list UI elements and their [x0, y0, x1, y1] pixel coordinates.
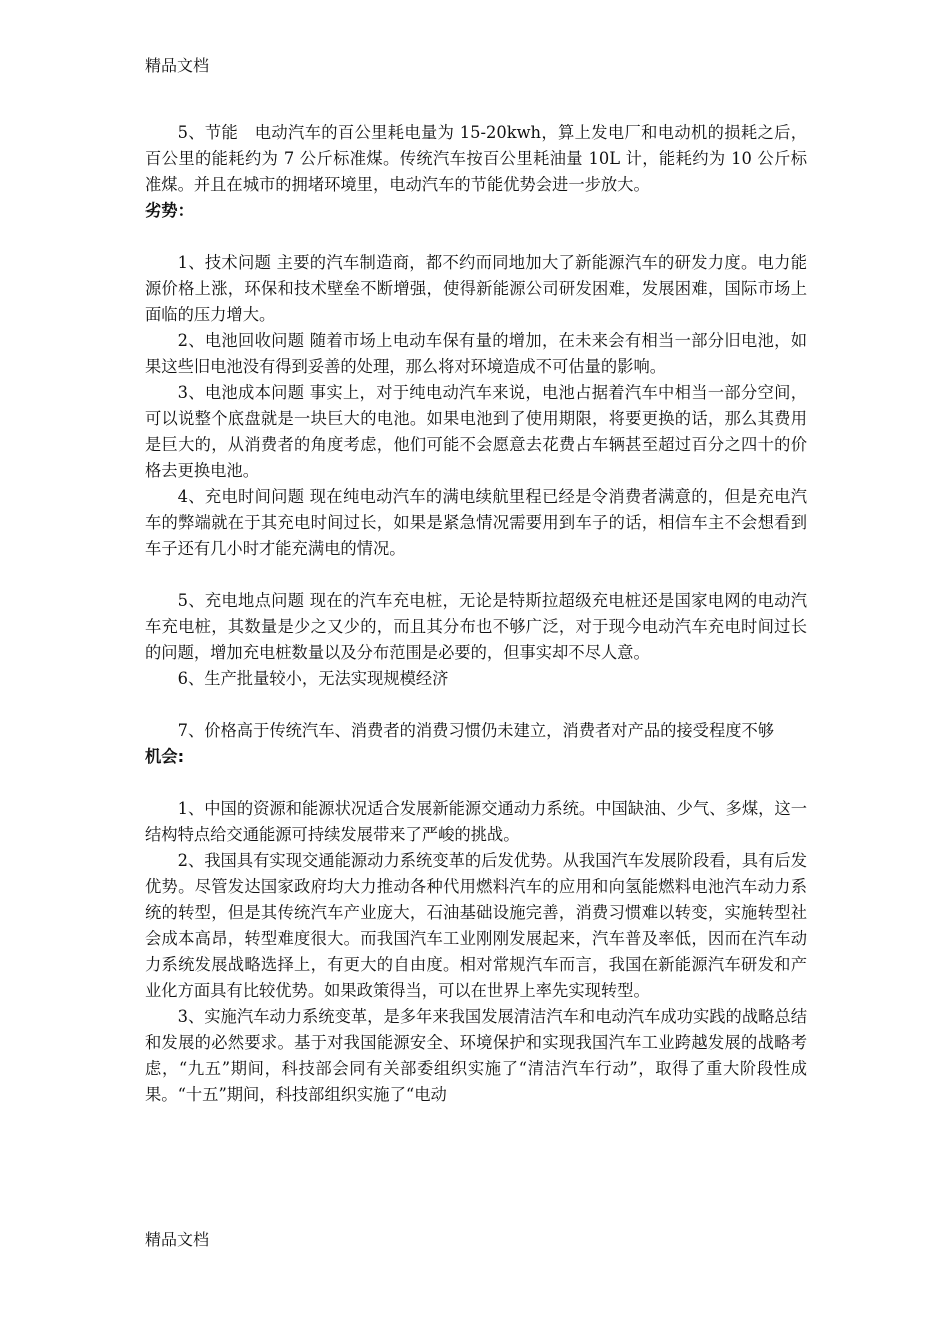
paragraph-weakness-5: 5、充电地点问题 现在的汽车充电桩，无论是特斯拉超级充电桩还是国家电网的电动汽车充电桩，其数量是少之又少的，而且其分布也不够广泛，对于现今电动汽车充电时间过长的问题，增加充电桩数量以及分布范围是必要的，但事实却不尽人意。 [145, 591, 807, 662]
paragraph-weakness-6: 6、生产批量较小，无法实现规模经济 [177, 669, 449, 688]
spacer [145, 562, 807, 588]
paragraph-opportunity-2: 2、我国具有实现交通能源动力系统变革的后发优势。从我国汽车发展阶段看，具有后发优势。尽管发达国家政府均大力推动各种代用燃料汽车的应用和向氢能燃料电池汽车动力系统的转型，但是其传统汽车产业庞大，石油基础设施完善，消费习惯难以转变，实施转型社会成本高昂，转型难度很大。而我国汽车工业刚刚发展起来，汽车普及率低，因而在汽车动力系统发展战略选择上，有更大的自由度。相对常规汽车而言，我国在新能源汽车研发和产业化方面具有比较优势。如果政策得当，可以在世界上率先实现转型。 [145, 851, 807, 1000]
paragraph-energy-saving: 5、节能 电动汽车的百公里耗电量为 15-20kwh，算上发电厂和电动机的损耗之后，百公里的能耗约为 7 公斤标准煤。传统汽车按百公里耗油量 10L 计，能耗约为 10 公斤标准煤。并且在城市的拥堵环境里，电动汽车的节能优势会进一步放大。 [145, 123, 807, 194]
paragraph-opportunity-3: 3、实施汽车动力系统变革，是多年来我国发展清洁汽车和电动汽车成功实践的战略总结和发展的必然要求。基于对我国能源安全、环境保护和实现我国汽车工业跨越发展的战略考虑，“九五”期间，科技部会同有关部委组织实施了“清洁汽车行动”，取得了重大阶段性成果。“十五”期间，科技部组织实施了“电动 [145, 1007, 807, 1104]
paragraph-opportunity-1: 1、中国的资源和能源状况适合发展新能源交通动力系统。中国缺油、少气、多煤，这一结构特点给交通能源可持续发展带来了严峻的挑战。 [145, 799, 807, 844]
paragraph-weakness-2: 2、电池回收问题 随着市场上电动车保有量的增加，在未来会有相当一部分旧电池，如果这些旧电池没有得到妥善的处理，那么将对环境造成不可估量的影响。 [145, 331, 807, 376]
heading-weakness: 劣势： [145, 201, 194, 220]
spacer [145, 770, 807, 796]
paragraph-weakness-1: 1、技术问题 主要的汽车制造商，都不约而同地加大了新能源汽车的研发力度。电力能源价格上涨，环保和技术壁垒不断增强，使得新能源公司研发困难，发展困难，国际市场上面临的压力增大。 [145, 253, 807, 324]
page-footer: 精品文档 [145, 1230, 210, 1249]
spacer [145, 692, 807, 718]
page-header: 精品文档 [145, 56, 210, 75]
spacer [145, 224, 807, 250]
heading-opportunity: 机会: [145, 747, 185, 766]
paragraph-weakness-4: 4、充电时间问题 现在纯电动汽车的满电续航里程已经是令消费者满意的，但是充电汽车的弊端就在于其充电时间过长，如果是紧急情况需要用到车子的话，相信车主不会想看到车子还有几小时才能充满电的情况。 [145, 487, 807, 558]
paragraph-weakness-3: 3、电池成本问题 事实上，对于纯电动汽车来说，电池占据着汽车中相当一部分空间，可以说整个底盘就是一块巨大的电池。如果电池到了使用期限，将要更换的话，那么其费用是巨大的，从消费者的角度考虑，他们可能不会愿意去花费占车辆甚至超过百分之四十的价格去更换电池。 [145, 383, 807, 480]
paragraph-weakness-7: 7、价格高于传统汽车、消费者的消费习惯仍未建立，消费者对产品的接受程度不够 [177, 721, 775, 740]
document-body [145, 120, 807, 1108]
